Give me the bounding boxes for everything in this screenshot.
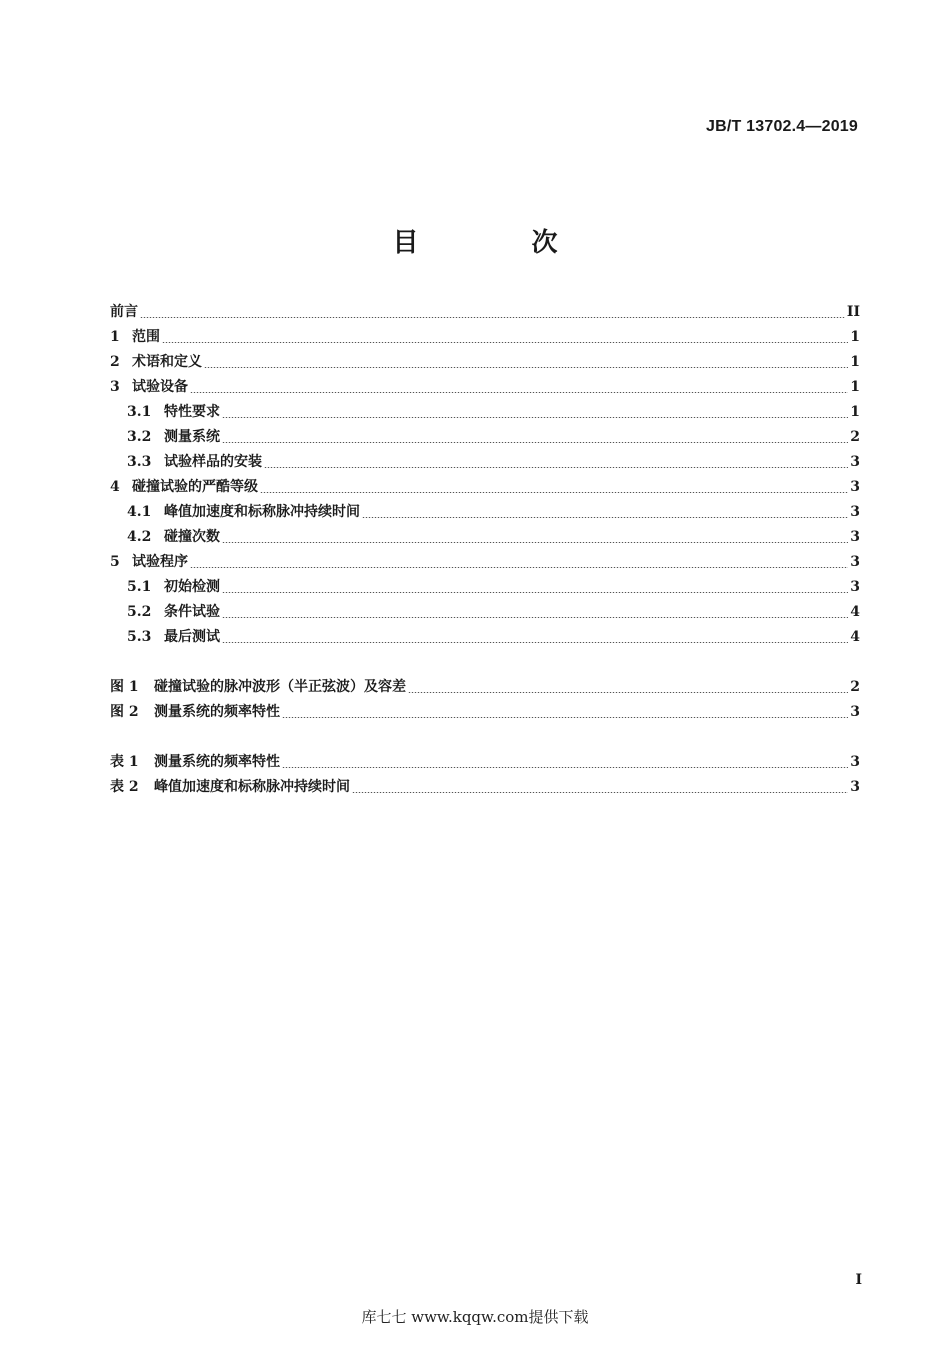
toc-entry-label: 前言 — [110, 304, 138, 320]
toc-entry-page: 3 — [850, 554, 860, 570]
toc-entry-label: 试验程序 — [132, 554, 188, 570]
toc-entry-page: 1 — [850, 404, 860, 420]
toc-entry-number: 4.1 — [127, 504, 152, 520]
toc-entry[interactable] — [110, 450, 860, 475]
footer-source: 库七七 www.kqqw.com提供下载 — [361, 1308, 589, 1326]
toc-entry-page: 1 — [850, 379, 860, 395]
toc-entry-number: 3.1 — [127, 404, 152, 420]
toc-entry-label: 测量系统的频率特性 — [154, 754, 280, 770]
dot-leader — [190, 567, 848, 568]
toc-entry-label: 试验设备 — [132, 379, 188, 395]
toc-entry-label: 初始检测 — [164, 579, 220, 595]
dot-leader — [222, 417, 848, 418]
toc-entry-page: 3 — [850, 479, 860, 495]
toc-entry-number: 3.2 — [127, 429, 152, 445]
dot-leader — [260, 492, 848, 493]
toc-entry-label: 碰撞试验的严酷等级 — [132, 479, 258, 495]
toc-entry-label: 特性要求 — [164, 404, 220, 420]
toc-entry[interactable] — [110, 375, 860, 400]
toc-entry-label: 测量系统 — [164, 429, 220, 445]
toc-entry-number: 5.2 — [127, 604, 152, 620]
toc-entry[interactable] — [110, 700, 860, 725]
toc-sections — [110, 300, 860, 650]
dot-leader — [222, 642, 848, 643]
dot-leader — [140, 317, 845, 318]
toc-entry-page: 2 — [850, 679, 860, 695]
dot-leader — [352, 792, 848, 793]
toc-entry-page: 3 — [850, 779, 860, 795]
toc-entry[interactable] — [110, 500, 860, 525]
toc-entry-label: 峰值加速度和标称脉冲持续时间 — [164, 504, 360, 520]
toc-entry-label: 测量系统的频率特性 — [154, 704, 280, 720]
toc-entry-page: II — [846, 304, 860, 320]
dot-leader — [162, 342, 848, 343]
toc-entry[interactable] — [110, 550, 860, 575]
toc-entry[interactable] — [110, 775, 860, 800]
toc-entry-page: 1 — [850, 354, 860, 370]
toc-entry-page: 3 — [850, 529, 860, 545]
toc-entry-page: 3 — [850, 504, 860, 520]
dot-leader — [282, 767, 848, 768]
dot-leader — [222, 542, 848, 543]
toc-entry-number: 5.1 — [127, 579, 152, 595]
toc-entry-page: 3 — [850, 754, 860, 770]
toc-entry-label: 碰撞次数 — [164, 529, 220, 545]
toc-entry[interactable] — [110, 575, 860, 600]
toc-entry-number: 5.3 — [127, 629, 152, 645]
toc-entry-label: 峰值加速度和标称脉冲持续时间 — [154, 779, 350, 795]
dot-leader — [282, 717, 848, 718]
toc-entry-number: 2 — [110, 354, 120, 370]
toc-entry[interactable] — [110, 625, 860, 650]
toc-entry[interactable] — [110, 675, 860, 700]
toc-entry-number: 5 — [110, 554, 120, 570]
dot-leader — [408, 692, 848, 693]
dot-leader — [362, 517, 848, 518]
toc-entry-label: 试验样品的安装 — [164, 454, 262, 470]
toc-entry-number: 图 1 — [110, 679, 139, 695]
table-of-contents — [110, 300, 860, 800]
toc-entry[interactable] — [110, 750, 860, 775]
toc-entry-page: 4 — [850, 629, 860, 645]
toc-entry[interactable] — [110, 425, 860, 450]
toc-entry-label: 术语和定义 — [132, 354, 202, 370]
toc-entry-number: 3 — [110, 379, 120, 395]
dot-leader — [222, 617, 848, 618]
toc-entry-label: 最后测试 — [164, 629, 220, 645]
toc-entry-page: 2 — [850, 429, 860, 445]
toc-entry-page: 4 — [850, 604, 860, 620]
toc-entry-number: 1 — [110, 329, 120, 345]
toc-entry-number: 表 1 — [110, 754, 139, 770]
toc-entry-label: 范围 — [132, 329, 160, 345]
toc-tables — [110, 750, 860, 800]
toc-entry-label: 碰撞试验的脉冲波形（半正弦波）及容差 — [154, 679, 406, 695]
toc-entry[interactable] — [110, 475, 860, 500]
dot-leader — [222, 442, 848, 443]
toc-entry-label: 条件试验 — [164, 604, 220, 620]
toc-entry[interactable] — [110, 600, 860, 625]
toc-entry-number: 4 — [110, 479, 120, 495]
toc-entry[interactable] — [110, 400, 860, 425]
toc-entry-page: 3 — [850, 704, 860, 720]
toc-entry-page: 3 — [850, 454, 860, 470]
toc-entry-number: 3.3 — [127, 454, 152, 470]
toc-entry-number: 4.2 — [127, 529, 152, 545]
standard-code: JB/T 13702.4—2019 — [706, 118, 858, 135]
toc-entry[interactable] — [110, 300, 860, 325]
toc-entry-number: 表 2 — [110, 779, 139, 795]
toc-entry[interactable] — [110, 325, 860, 350]
toc-figures — [110, 675, 860, 725]
toc-entry-page: 1 — [850, 329, 860, 345]
page-number: I — [855, 1272, 862, 1288]
dot-leader — [264, 467, 848, 468]
toc-entry-number: 图 2 — [110, 704, 139, 720]
toc-title: 目 次 — [392, 228, 610, 258]
toc-entry[interactable] — [110, 525, 860, 550]
dot-leader — [222, 592, 848, 593]
dot-leader — [204, 367, 848, 368]
toc-entry[interactable] — [110, 350, 860, 375]
toc-entry-page: 3 — [850, 579, 860, 595]
dot-leader — [190, 392, 848, 393]
